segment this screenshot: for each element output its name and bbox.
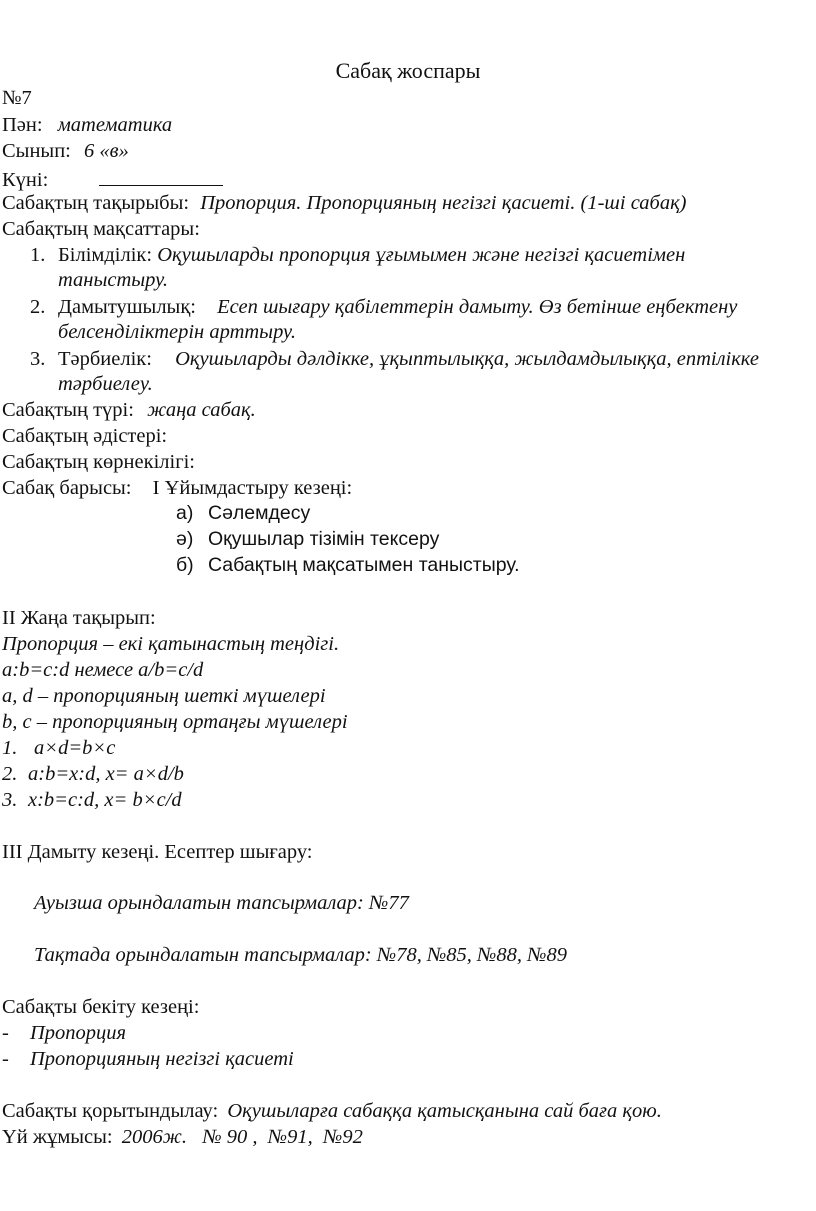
- goal-2-line: [58, 297, 737, 318]
- formula-1-number: 1.: [2, 737, 18, 759]
- summary-value: Оқушыларға сабаққа қатысқанына сай баға қою.: [227, 1100, 662, 1122]
- consolidation-item-2: Пропорцияның негізгі қасиеті: [30, 1048, 294, 1070]
- methods-label: Сабақтың әдістері:: [2, 425, 168, 447]
- progress-item-1-letter: а): [176, 502, 194, 524]
- lesson-type-row: [2, 400, 256, 421]
- date-label: Күні:: [2, 169, 49, 191]
- consolidation-heading: Сабақты бекіту кезеңі:: [2, 996, 200, 1018]
- summary-row: [2, 1101, 662, 1122]
- progress-item-2-text: Оқушылар тізімін тексеру: [208, 528, 440, 550]
- goal-3-label: Тәрбиелік:: [58, 349, 152, 370]
- development-heading: ІІІ Дамыту кезеңі. Есептер шығару:: [2, 841, 313, 863]
- subject-label: Пән:: [2, 114, 43, 136]
- grade-value: 6 «в»: [83, 140, 129, 162]
- goal-3-line: [58, 349, 816, 370]
- consolidation-item-2-dash: -: [2, 1048, 9, 1070]
- goal-1-text-continued: таныстыру.: [58, 269, 169, 291]
- summary-label: Сабақты қорытындылау:: [2, 1100, 219, 1122]
- date-row: [2, 167, 223, 191]
- extreme-terms: a, d – пропорцияның шеткі мүшелері: [2, 685, 326, 707]
- goal-1-number: 1.: [30, 244, 46, 266]
- date-blank-line: [99, 167, 223, 186]
- progress-item-3-letter: б): [176, 554, 194, 576]
- proportion-notation: a:b=c:d немесе a/b=c/d: [2, 659, 204, 681]
- stage1-heading: І Ұйымдастыру кезеңі:: [152, 477, 353, 499]
- board-tasks: Тақтада орындалатын тапсырмалар: №78, №85, №88, №89: [34, 944, 567, 966]
- subject-row: [2, 115, 172, 136]
- oral-tasks: Ауызша орындалатын тапсырмалар: №77: [34, 892, 409, 914]
- homework-label: Үй жұмысы:: [2, 1126, 113, 1148]
- goal-1-label: Білімділік:: [58, 244, 153, 266]
- grade-row: [2, 141, 129, 162]
- goal-2-label: Дамытушылық:: [58, 296, 196, 318]
- topic-row: [2, 193, 687, 214]
- homework-value: 2006ж. № 90 , №91, №92: [121, 1126, 363, 1148]
- consolidation-item-1-dash: -: [2, 1022, 9, 1044]
- formula-3-number: 3.: [2, 789, 18, 811]
- progress-item-3-text: Сабақтың мақсатымен таныстыру.: [208, 554, 520, 576]
- goals-label: Сабақтың мақсаттары:: [2, 218, 200, 240]
- topic-label: Сабақтың тақырыбы:: [2, 192, 190, 214]
- goal-2-number: 2.: [30, 296, 46, 318]
- document-title: Сабақ жоспары: [335, 58, 481, 83]
- goal-3-number: 3.: [30, 348, 46, 370]
- subject-value: математика: [57, 114, 173, 136]
- progress-item-1-text: Сәлемдесу: [208, 502, 311, 524]
- goal-3-text: Оқушыларды дәлдікке, ұқыптылыққа, жылдамдылыққа, ептілікке: [175, 349, 759, 370]
- middle-terms: b, c – пропорцияның ортаңғы мүшелері: [2, 711, 348, 733]
- lesson-number: №7: [2, 87, 32, 109]
- formula-2: a:b=x:d, x= a×d/b: [28, 763, 184, 785]
- lesson-type-value: жаңа сабақ.: [147, 399, 256, 421]
- goal-2-text: Есеп шығару қабілеттерін дамыту. Өз бетінше еңбектену: [217, 296, 738, 318]
- formula-2-number: 2.: [2, 763, 18, 785]
- progress-row: [2, 478, 352, 499]
- lesson-type-label: Сабақтың түрі:: [2, 399, 134, 421]
- homework-row: [2, 1127, 363, 1148]
- formula-1: a×d=b×c: [34, 737, 116, 759]
- consolidation-item-1: Пропорция: [30, 1022, 127, 1044]
- progress-label: Сабақ барысы:: [2, 477, 132, 499]
- goal-2-text-continued: белсенділіктерін арттыру.: [58, 321, 296, 343]
- visuals-label: Сабақтың көрнекілігі:: [2, 451, 195, 473]
- goal-1-line: [58, 245, 685, 266]
- grade-label: Сынып:: [2, 140, 71, 162]
- proportion-definition: Пропорция – екі қатынастың теңдігі.: [2, 633, 340, 655]
- goal-3-text-continued: тәрбиелеу.: [58, 373, 153, 395]
- goal-1-text: Оқушыларды пропорция ұғымымен және негізгі қасиетімен: [157, 244, 686, 266]
- progress-item-2-letter: ә): [176, 528, 194, 550]
- formula-3: x:b=c:d, x= b×c/d: [28, 789, 182, 811]
- new-topic-heading: ІІ Жаңа тақырып:: [2, 607, 156, 629]
- topic-value: Пропорция. Пропорцияның негізгі қасиеті. (1-ші сабақ): [200, 192, 687, 214]
